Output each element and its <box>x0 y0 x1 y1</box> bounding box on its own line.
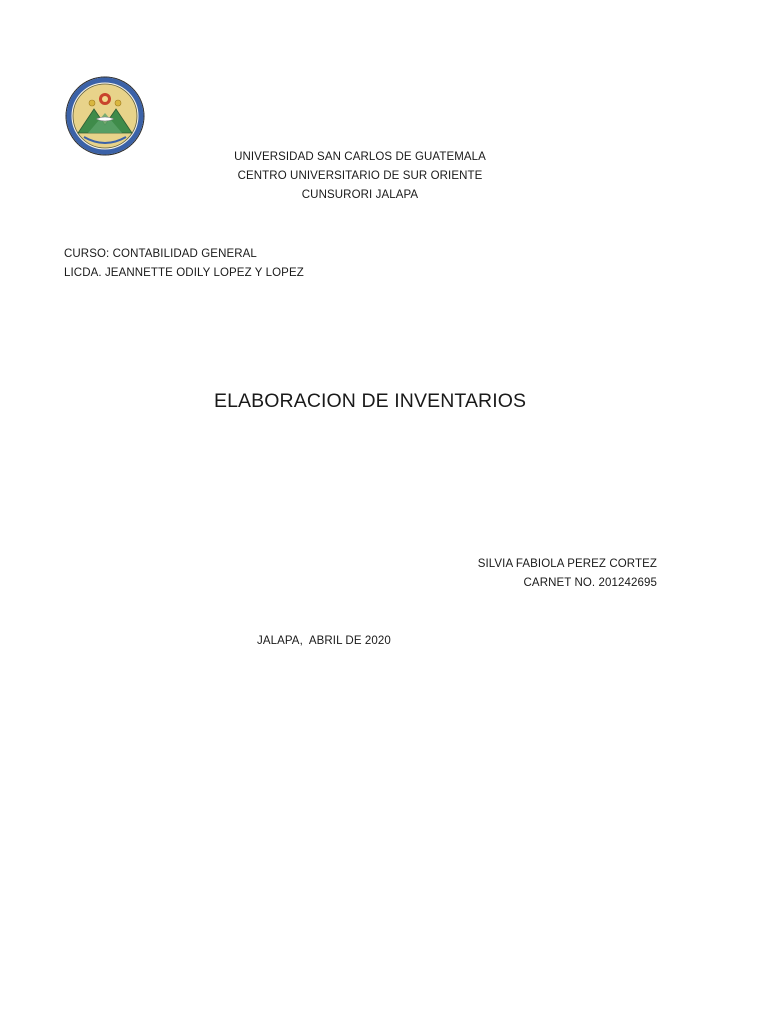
student-name: SILVIA FABIOLA PEREZ CORTEZ <box>477 558 657 570</box>
student-carnet: CARNET NO. 201242695 <box>523 577 657 589</box>
center-name: CENTRO UNIVERSITARIO DE SUR ORIENTE <box>237 170 483 182</box>
university-seal-icon <box>64 75 146 157</box>
document-date: JALAPA, ABRIL DE 2020 <box>257 635 391 647</box>
document-title: ELABORACION DE INVENTARIOS <box>214 390 527 412</box>
course-line: CURSO: CONTABILIDAD GENERAL <box>64 248 257 260</box>
student-info <box>478 555 657 593</box>
course-info <box>64 245 304 283</box>
campus-name: CUNSURORI JALAPA <box>301 189 419 201</box>
institution-header <box>0 148 720 205</box>
university-name: UNIVERSIDAD SAN CARLOS DE GUATEMALA <box>234 151 486 163</box>
teacher-line: LICDA. JEANNETTE ODILY LOPEZ Y LOPEZ <box>64 267 304 279</box>
